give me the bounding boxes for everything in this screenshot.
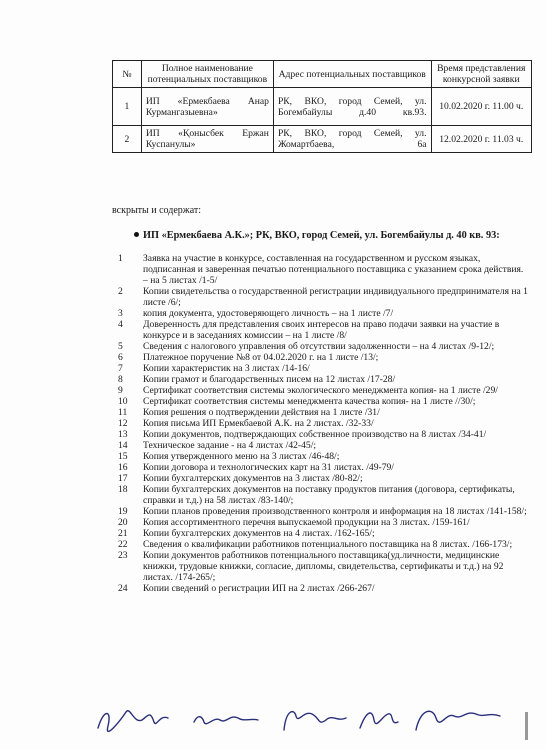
header-name: Полное наименование потенциальных поставщиков (141, 61, 273, 88)
supplier-bullet (134, 230, 500, 241)
item-number: 21 (118, 528, 128, 539)
item-number: 4 (118, 319, 123, 330)
row-address: РК, ВКО, город Семей, ул. Богембайулы д.40 кв.93. (273, 88, 431, 126)
item-text: Сведения с налогового управления об отсутствии задолженности – на 4 листах /9-12/; (143, 341, 495, 352)
item-text: Копии свидетельства о государственной регистрации индивидуального предпринимателя на 1 листе /6/; (143, 286, 528, 308)
item-text: Доверенность для представления своих интересов на право подачи заявки на участие в конкурсе и в заседаниях комиссии – на 1 листе /8/ (143, 319, 500, 341)
item-text: Платежное поручение №8 от 04.02.2020 г. на 1 листе /13/; (143, 352, 379, 363)
list-item (112, 396, 528, 407)
item-text: Копия утвержденного меню на 3 листах /46-48/; (143, 451, 340, 462)
signature-4 (360, 713, 398, 728)
list-item (112, 286, 528, 308)
list-item (112, 385, 528, 396)
list-item (112, 253, 528, 286)
list-item (112, 363, 528, 374)
signature-3 (284, 712, 346, 730)
item-text: копия документа, удостоверяющего личность – на 1 листе /7/ (143, 308, 394, 319)
table-row (113, 88, 532, 126)
list-item (112, 517, 528, 528)
item-number: 1 (118, 253, 123, 264)
bullet-dot-icon (134, 232, 139, 237)
signature-1 (98, 711, 168, 732)
item-number: 3 (118, 308, 123, 319)
item-text: Сведения о квалификации работников потенциального поставщика на 8 листах. /166-173/; (143, 539, 513, 550)
item-text: Заявка на участие в конкурсе, составленная на государственном и русском языках, подписанная и заверенная печатью потенциального поставщика с указанием срока действия. – на 5 листах /1-5/ (143, 253, 524, 286)
item-text: Копии характеристик на 3 листах /14-16/ (143, 363, 310, 374)
item-number: 23 (118, 550, 128, 561)
item-number: 10 (118, 396, 128, 407)
signatures (90, 700, 510, 740)
item-number: 15 (118, 451, 128, 462)
item-text: Копии бухгалтерских документов на 3 листах /80-82/; (143, 473, 363, 484)
list-item (112, 506, 528, 517)
item-number: 8 (118, 374, 123, 385)
signature-2 (194, 717, 258, 724)
row-time: 10.02.2020 г. 11.00 ч. (431, 88, 532, 126)
item-text: Копии бухгалтерских документов на поставку продуктов питания (договора, сертификаты, справки и т.д.) на 58 листах /83-140/; (143, 484, 515, 506)
item-text: Сертификат соответствия системы менеджмента качества копия- на 1 листе //30/; (143, 396, 476, 407)
row-time: 12.02.2020 г. 11.03 ч. (431, 126, 532, 153)
item-number: 6 (118, 352, 123, 363)
row-address: РК, ВКО, город Семей, ул. Жомартбаева, 6а (273, 126, 431, 153)
list-item (112, 583, 528, 594)
list-item (112, 429, 528, 440)
item-number: 11 (118, 407, 128, 418)
list-item (112, 528, 528, 539)
list-item (112, 473, 528, 484)
signature-5 (416, 711, 500, 730)
item-number: 5 (118, 341, 123, 352)
list-item (112, 539, 528, 550)
table-row (113, 126, 532, 153)
item-text: Копии грамот и благодарственных писем на 12 листах /17-28/ (143, 374, 396, 385)
header-time: Время представления конкурсной заявки (431, 61, 532, 88)
document-list (112, 253, 528, 594)
item-text: Техническое задание - на 4 листах /42-45/; (143, 440, 317, 451)
item-number: 16 (118, 462, 128, 473)
bullet-text: ИП «Ермекбаева А.К.»; РК, ВКО, город Семей, ул. Богембайулы д. 40 кв. 93: (143, 230, 500, 241)
item-number: 24 (118, 583, 128, 594)
row-num: 1 (113, 88, 142, 126)
row-name: ИП «Қонысбек Ержан Куспанулы» (141, 126, 273, 153)
item-text: Копии документов работников потенциального поставщика(уд.личности, медицинские книжки, трудовые книжки, согласие, дипломы, свидетельства, сертификаты и т.д.) на 92 листах. /174-265/; (143, 550, 504, 583)
list-item (112, 440, 528, 451)
item-number: 18 (118, 484, 128, 495)
scan-edge-mark (525, 712, 528, 740)
suppliers-table (112, 60, 532, 153)
item-text: Копия решения о подтверждении действия на 1 листе /31/ (143, 407, 380, 418)
item-number: 17 (118, 473, 128, 484)
item-number: 7 (118, 363, 123, 374)
item-text: Копии сведений о регистрации ИП на 2 листах /266-267/ (143, 583, 375, 594)
item-number: 19 (118, 506, 128, 517)
list-item (112, 418, 528, 429)
item-number: 22 (118, 539, 128, 550)
item-text: Копия письма ИП Ермекбаевой А.К. на 2 листах. /32-33/ (143, 418, 374, 429)
list-item (112, 484, 528, 506)
table-header-row (113, 61, 532, 88)
item-text: Сертификат соответствия системы экологического менеджмента копия- на 1 листе /29/ (143, 385, 498, 396)
item-text: Копия ассортиментного перечня выпускаемой продукции на 3 листах. /159-161/ (143, 517, 470, 528)
header-address: Адрес потенциальных поставщиков (273, 61, 431, 88)
header-num: № (113, 61, 142, 88)
item-text: Копии документов, подтверждающих собственное производство на 8 листах /34-41/ (143, 429, 487, 440)
row-num: 2 (113, 126, 142, 153)
row-name: ИП «Ермекбаева Анар Курмангазыевна» (141, 88, 273, 126)
item-number: 12 (118, 418, 128, 429)
list-item (112, 451, 528, 462)
item-number: 20 (118, 517, 128, 528)
item-text: Копии договора и технологических карт на 31 листах. /49-79/ (143, 462, 394, 473)
list-item (112, 374, 528, 385)
list-item (112, 407, 528, 418)
item-number: 2 (118, 286, 123, 297)
list-item (112, 550, 528, 583)
item-text: Копии планов проведения производственного контроля и информация на 18 листах /141-158/; (143, 506, 527, 517)
list-item (112, 352, 528, 363)
item-text: Копии бухгалтерских документов на 4 листах. /162-165/; (143, 528, 375, 539)
list-item (112, 462, 528, 473)
list-item (112, 308, 528, 319)
item-number: 9 (118, 385, 123, 396)
item-number: 13 (118, 429, 128, 440)
intro-text: вскрыты и содержат: (112, 205, 202, 216)
item-number: 14 (118, 440, 128, 451)
list-item (112, 341, 528, 352)
list-item (112, 319, 528, 341)
